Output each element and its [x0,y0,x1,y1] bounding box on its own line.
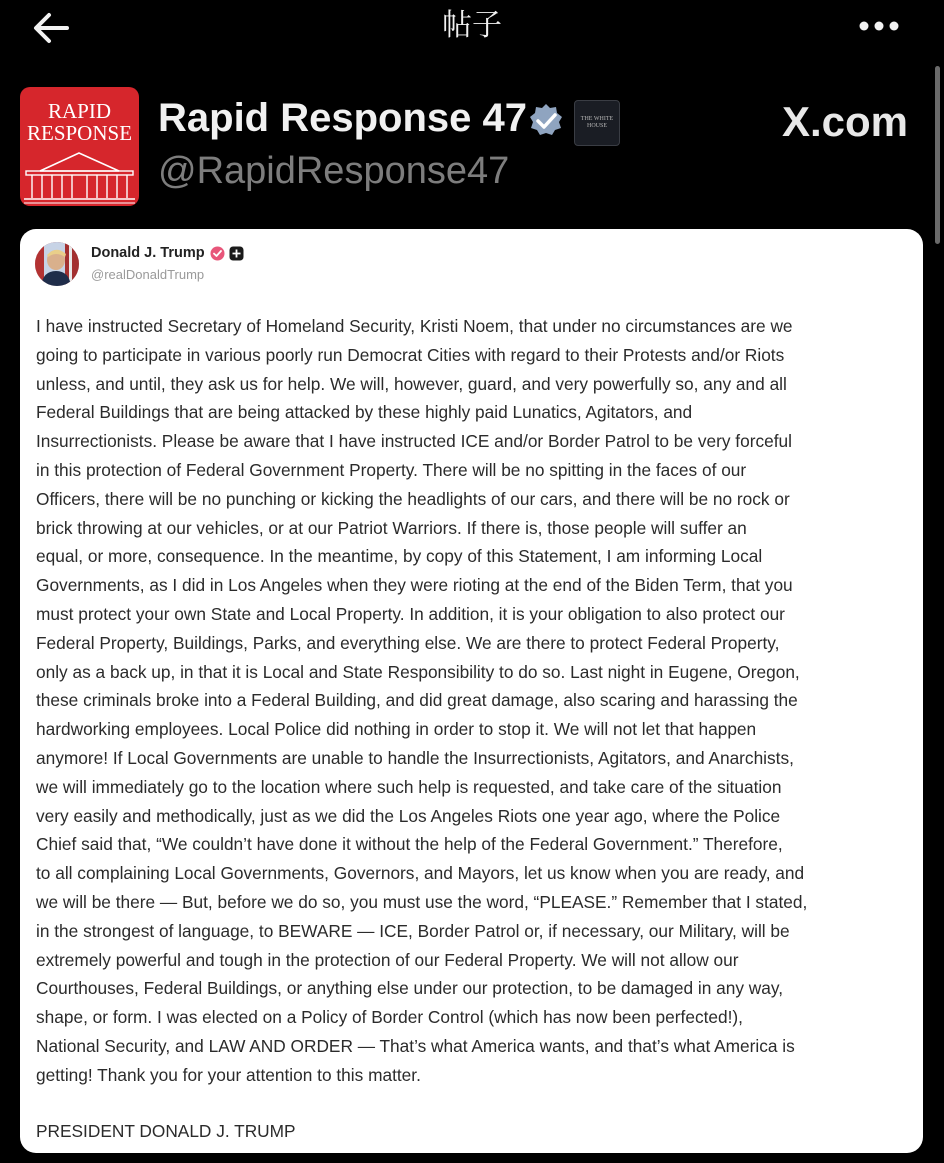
top-nav-bar [0,0,944,62]
post-signature: PRESIDENT DONALD J. TRUMP [36,1121,296,1141]
account-handle[interactable]: @RapidResponse47 [158,150,510,192]
page-title: 帖子 [442,8,502,43]
more-horizontal-icon [858,20,900,32]
rapid-response-logo[interactable] [20,87,139,206]
avatar-image [35,242,79,286]
repost-header [0,80,944,220]
plus-badge-icon [229,246,244,261]
white-house-icon [20,143,139,206]
affiliation-badge-text: THE WHITE HOUSE [580,116,614,129]
more-options-button[interactable] [854,8,904,44]
embedded-post-card [20,229,923,1153]
verified-badge-icon [527,102,565,140]
avatar[interactable] [35,242,79,286]
author-handle[interactable]: @realDonaldTrump [91,267,205,282]
logo-text-line2: RESPONSE [26,121,133,145]
post-body-text: I have instructed Secretary of Homeland Security, Kristi Noem, that under no circumstances are we going to participate in various poorly run Democrat Cities with regard to their Protests and/or Riots unless, and until, they ask us for help. We will, however, guard, and very powerfully so, any and all Federal Buildings that are being attacked by these highly paid Lunatics, Agitators, and Insurrectionists. Please be aware that I have instructed ICE and/or Border Patrol to be very forceful in this protection of Federal Government Property. There will be no spitting in the faces of our Officers, there will be no punching or kicking the headlights of our cars, and there will be no rock or brick throwing at our vehicles, or at our Patriot Warriors. If there is, those people will suffer an equal, or more, consequence. In the meantime, by copy of this Statement, I am informing Local Governments, as I did in Los Angeles when they were rioting at the end of the Biden Term, that you must protect your own State and Local Property. In addition, it is your obligation to also protect our Federal Property, Buildings, Parks, and everything else. We are there to protect Federal Property, only as a back up, in that it is Local and State Responsibility to do so. Last night in Eugene, Oregon, these criminals broke into a Federal Building, and did great damage, also scaring and harassing the hardworking employees. Local Police did nothing in order to stop it. We will not let that happen anymore! If Local Governments are unable to handle the Insurrectionists, Agitators, and Anarchists, we will immediately go to the location where such help is requested, and take care of the situation very easily and methodically, just as we did the Los Angeles Riots one year ago, where the Police Chief said that, “We couldn’t have done it without the help of the Federal Government.” Therefore, to all complaining Local Governments, Governors, and Mayors, let us know when you are ready, and we will be there — But, before we do so, you must use the word, “PLEASE.” Remember that I stated, in the strongest of language, to BEWARE — ICE, Border Patrol or, if necessary, our Military, will be extremely powerful and tough in the protection of our Federal Property. We will not allow our Courthouses, Federal Buildings, or anything else under our protection, to be damaged in any way, shape, or form. I was elected on a Policy of Border Control (which has now been perfected!), National Security, and LAW AND ORDER — That’s what America wants, and that’s what America is getting! Thank you for your attention to this matter. [36,316,808,1085]
account-display-name[interactable]: Rapid Response 47 [158,96,528,140]
verified-badge-icon [210,246,225,261]
affiliation-badge[interactable] [574,100,620,146]
x-com-watermark: X.com [781,98,908,145]
logo-text-line1: RAPID [47,99,111,123]
author-name[interactable]: Donald J. Trump [91,245,205,261]
